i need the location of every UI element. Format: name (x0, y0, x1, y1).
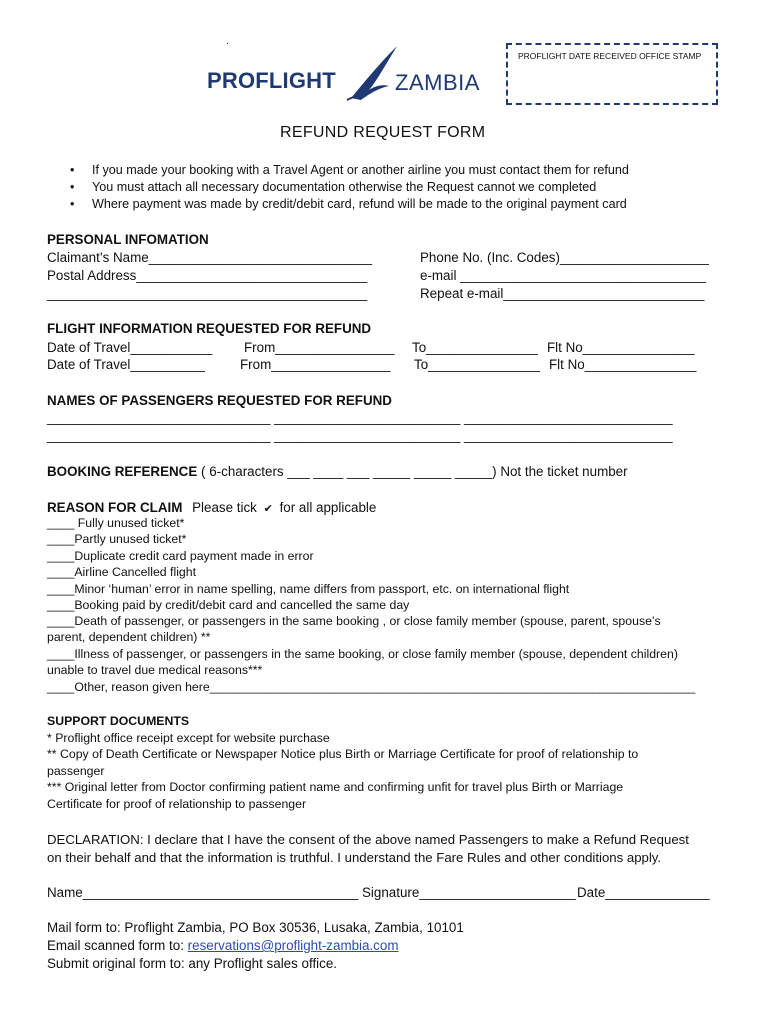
email-field[interactable]: e-mail _________________________________ (420, 268, 706, 283)
reason-heading: REASON FOR CLAIM (47, 500, 183, 515)
travel-date-field-2[interactable]: Date of Travel__________ (47, 357, 205, 372)
email-prefix: Email scanned form to: (47, 938, 188, 953)
reason-death-cont: parent, dependent children) ** (47, 630, 211, 644)
instructions-list (48, 162, 629, 213)
reason-card-cancelled[interactable]: ____Booking paid by credit/debit card and cancelled the same day (47, 598, 410, 612)
from-field-2[interactable]: From________________ (240, 357, 391, 372)
travel-date-field-1[interactable]: Date of Travel___________ (47, 340, 213, 355)
reason-instruction-end: for all applicable (279, 500, 377, 515)
form-title: REFUND REQUEST FORM (280, 124, 486, 141)
phone-field[interactable]: Phone No. (Inc. Codes)____________________ (420, 250, 709, 265)
logo-zambia-text: ZAMBIA (395, 70, 480, 95)
reason-death[interactable]: ____Death of passenger, or passengers in the same booking , or close family member (spouse, parent, spouse’s (47, 614, 661, 628)
support-heading: SUPPORT DOCUMENTS (47, 714, 190, 728)
list-item: • Where payment was made by credit/debit card, refund will be made to the original payment card (70, 197, 627, 211)
logo-proflight-text: PROFLIGHT (207, 68, 336, 93)
mail-address: Mail form to: Proflight Zambia, PO Box 30536, Lusaka, Zambia, 10101 (47, 920, 464, 935)
reason-illness[interactable]: ____Illness of passenger, or passengers in the same booking, or close family member (spouse, dependent children) (47, 647, 678, 661)
support-line: * Proflight office receipt except for website purchase (47, 731, 330, 745)
header-dot: . (226, 36, 229, 47)
from-field-1[interactable]: From________________ (244, 340, 395, 355)
reason-illness-cont: unable to travel due medical reasons*** (47, 663, 263, 677)
personal-heading: PERSONAL INFOMATION (47, 232, 209, 247)
signoff-signature-field[interactable]: Signature_____________________ (362, 885, 576, 900)
to-field-1[interactable]: To_______________ (412, 340, 538, 355)
passenger-names-line-2[interactable]: ______________________________ _________________________ ____________________________ (47, 428, 673, 443)
reason-airline-cancelled[interactable]: ____Airline Cancelled flight (47, 565, 197, 579)
booking-reference-field[interactable]: ( 6-characters ___ ____ ___ _____ _____ _____) Not the ticket number (201, 464, 628, 479)
support-line: passenger (47, 764, 105, 778)
logo-zambia (395, 70, 480, 96)
reason-duplicate-payment[interactable]: ____Duplicate credit card payment made in error (47, 549, 314, 563)
postal-address-line2[interactable]: ___________________________________________ (47, 286, 368, 301)
signoff-name-field[interactable]: Name_____________________________________ (47, 885, 359, 900)
postal-address-field[interactable]: Postal Address_______________________________ (47, 268, 368, 283)
support-line: ** Copy of Death Certificate or Newspaper Notice plus Birth or Marriage Certificate for proof of relationship to (47, 747, 639, 761)
email-row (47, 938, 398, 953)
office-stamp-box (506, 43, 718, 105)
checkmark-icon: ✔ (263, 503, 273, 515)
claimant-name-field[interactable]: Claimant’s Name______________________________ (47, 250, 373, 265)
declaration-line-2: on their behalf and that the information is truthful. I understand the Fare Rules and other conditions apply. (47, 850, 662, 865)
reason-name-error[interactable]: ____Minor ‘human’ error in name spelling, name differs from passport, etc. on international flight (47, 582, 570, 596)
email-link[interactable]: reservations@proflight-zambia.com (187, 938, 399, 953)
to-field-2[interactable]: To_______________ (414, 357, 540, 372)
support-line: *** Original letter from Doctor confirming patient name and confirming unfit for travel plus Birth or Marriage (47, 780, 624, 794)
reason-fully-unused[interactable]: ____ Fully unused ticket* (47, 516, 185, 530)
logo (207, 68, 336, 102)
flight-number-field-1[interactable]: Flt No_______________ (547, 340, 695, 355)
reason-heading-row (47, 500, 376, 515)
flight-heading: FLIGHT INFORMATION REQUESTED FOR REFUND (47, 321, 372, 336)
passengers-heading: NAMES OF PASSENGERS REQUESTED FOR REFUND (47, 393, 392, 408)
signoff-date-field[interactable]: Date______________ (577, 885, 710, 900)
passenger-names-line-1[interactable]: ______________________________ _________________________ ____________________________ (47, 410, 673, 425)
declaration-line-1: DECLARATION: I declare that I have the consent of the above named Passengers to make a Refund Request (47, 832, 689, 847)
flight-number-field-2[interactable]: Flt No_______________ (549, 357, 697, 372)
repeat-email-field[interactable]: Repeat e-mail___________________________ (420, 286, 705, 301)
list-item: • If you made your booking with a Travel Agent or another airline you must contact them for refund (70, 163, 629, 177)
list-item: • You must attach all necessary documentation otherwise the Request cannot we completed (70, 180, 597, 194)
reason-partly-unused[interactable]: ____Partly unused ticket* (47, 532, 187, 546)
submit-original: Submit original form to: any Proflight sales office. (47, 956, 338, 971)
booking-reference-label: BOOKING REFERENCE (47, 464, 198, 479)
stamp-label: PROFLIGHT DATE RECEIVED OFFICE STAMP (518, 51, 702, 61)
booking-reference-row[interactable] (47, 464, 628, 479)
reason-other[interactable]: ____Other, reason given here_______________________________________________________________________ (47, 680, 696, 694)
support-line: Certificate for proof of relationship to passenger (47, 797, 307, 811)
reason-instruction: Please tick (192, 500, 257, 515)
